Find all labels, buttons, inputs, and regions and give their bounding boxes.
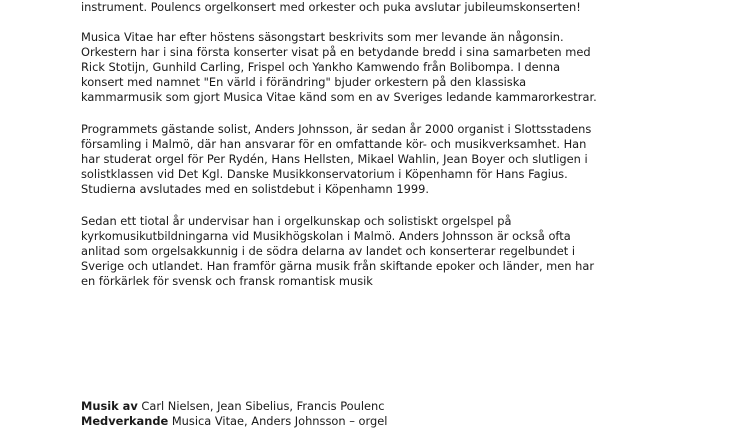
text-line: kyrkomusikutbildningarna vid Musikhögskolan i Malmö. Anders Johnsson är också ofta bbox=[81, 229, 571, 243]
credit-value: Musica Vitae, Anders Johnsson – orgel bbox=[171, 414, 388, 428]
text-line: konsert med namnet "En värld i förändring" bjuder orkestern på den klassiska bbox=[81, 75, 527, 89]
text-line: församling i Malmö, där han ansvarar för en omfattande kör- och musikverksamhet. Han bbox=[81, 137, 587, 151]
credit-value: Carl Nielsen, Jean Sibelius, Francis Poulenc bbox=[141, 399, 385, 413]
credit-label: Medverkande bbox=[81, 414, 169, 428]
text-line: Sedan ett tiotal år undervisar han i orgelkunskap och solistiskt orgelspel på bbox=[81, 214, 512, 228]
text-line: kammarmusik som gjort Musica Vitae känd som en av Sveriges ledande kammarorkestrar. bbox=[81, 90, 597, 104]
text-line: anlitad som orgelsakkunnig i de södra delarna av landet och konserterar regelbundet i bbox=[81, 244, 576, 258]
text-line: Orkestern har i sina första konserter visat på en betydande bredd i sina samarbeten med bbox=[81, 45, 591, 59]
paragraph-intro-end bbox=[81, 0, 581, 15]
text-line: solistklassen vid Det Kgl. Danske Musikkonservatorium i Köpenhamn för Hans Fagius. bbox=[81, 167, 568, 181]
credit-music bbox=[81, 399, 387, 414]
credit-performers bbox=[81, 414, 387, 429]
text-line: Programmets gästande solist, Anders Johnsson, är sedan år 2000 organist i Slottsstadens bbox=[81, 122, 592, 136]
text-line: Musica Vitae har efter höstens säsongstart beskrivits som mer levande än någonsin. bbox=[81, 30, 564, 44]
text-line: Rick Stotijn, Gunhild Carling, Frispel och Yankho Kamwendo från Bolibompa. I denna bbox=[81, 60, 561, 74]
text-line: en förkärlek för svensk och fransk romantisk musik bbox=[81, 274, 373, 288]
text-line: Studierna avslutades med en solistdebut i Köpenhamn 1999. bbox=[81, 182, 429, 196]
credits-block bbox=[81, 399, 387, 429]
paragraph-teaching bbox=[81, 214, 594, 289]
text-line: instrument. Poulencs orgelkonsert med orkester och puka avslutar jubileumskonserten! bbox=[81, 0, 581, 14]
paragraph-soloist bbox=[81, 122, 591, 197]
text-line: har studerat orgel för Per Rydén, Hans Hellsten, Mikael Wahlin, Jean Boyer och slutligen i bbox=[81, 152, 588, 166]
credit-label: Musik av bbox=[81, 399, 138, 413]
paragraph-musica-vitae bbox=[81, 30, 597, 105]
text-line: Sverige och utlandet. Han framför gärna musik från skiftande epoker och länder, men har bbox=[81, 259, 595, 273]
